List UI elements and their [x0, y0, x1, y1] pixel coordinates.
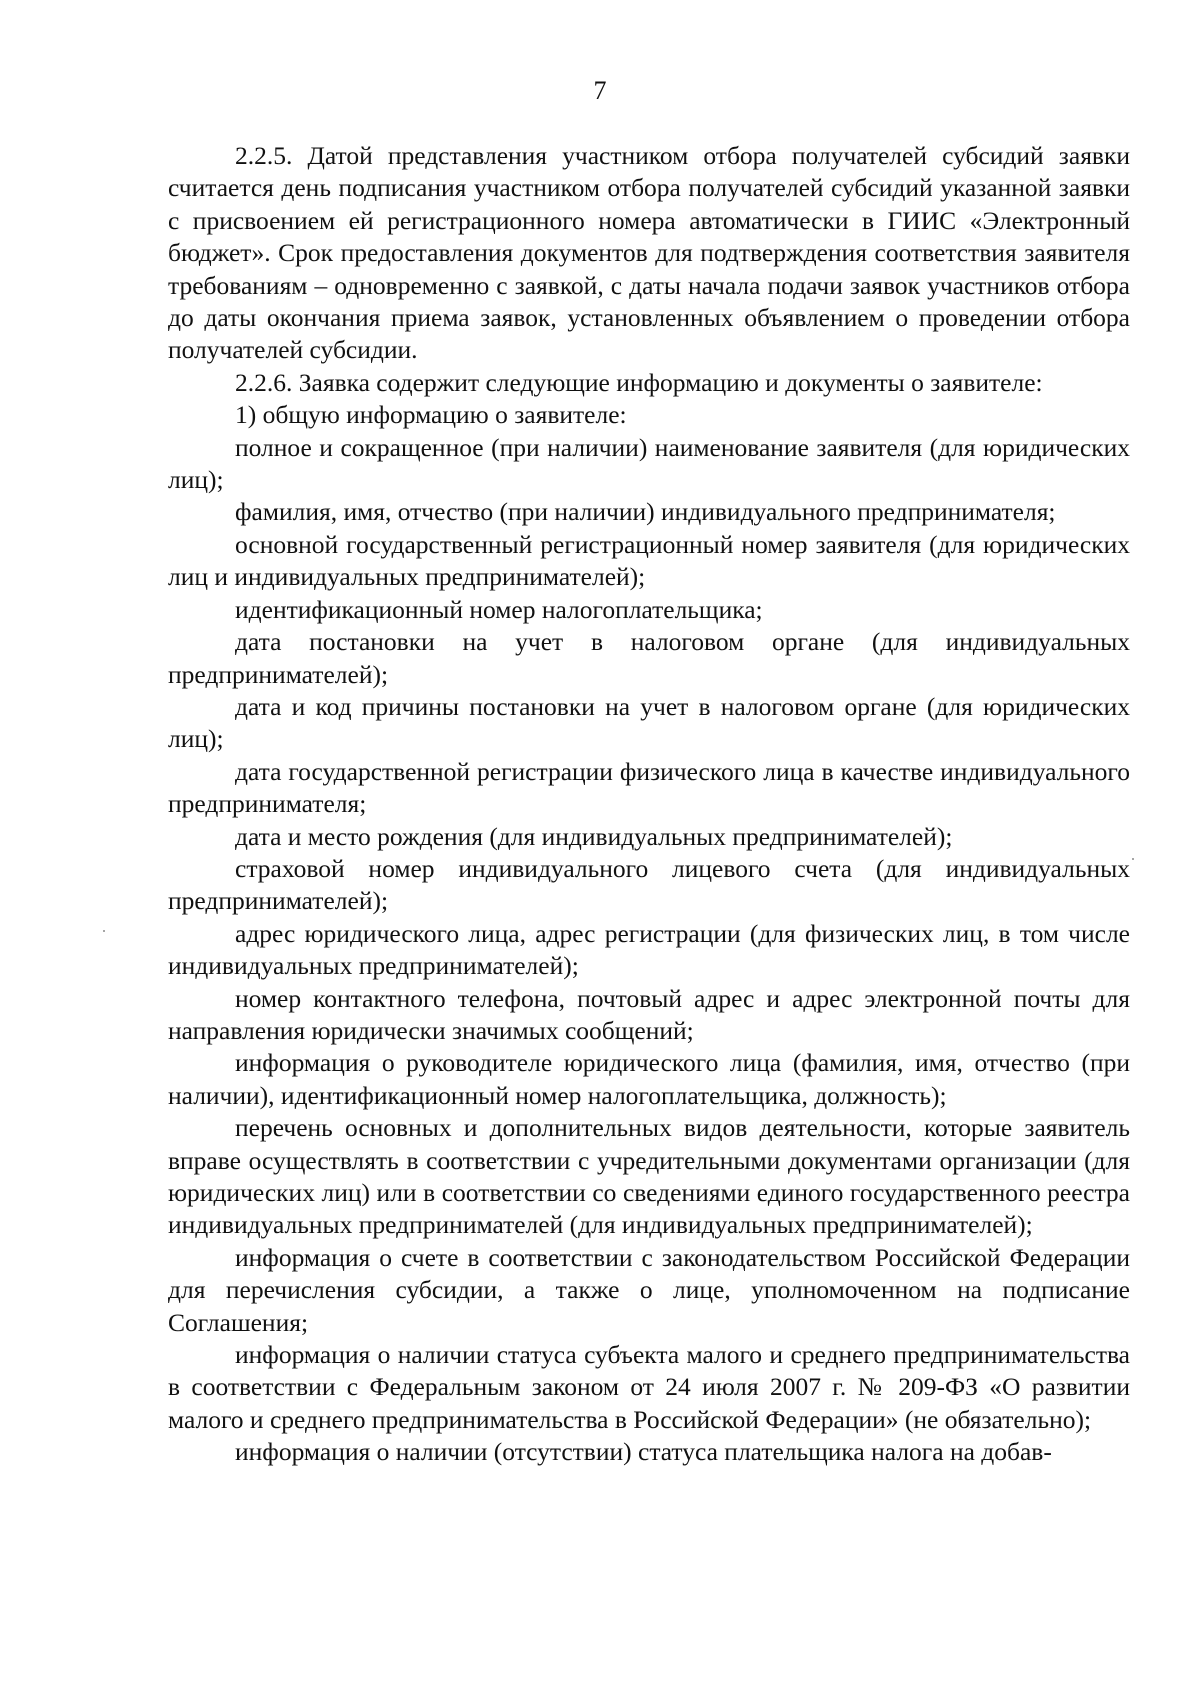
list-item: информация о счете в соответствии с законодательством Российской Федерации для перечисления субсидии, а также о лице, уполномоченном на подписание Соглашения; — [168, 1242, 1130, 1337]
paragraph-2-2-6: 2.2.6. Заявка содержит следующие информацию и документы о заявителе: — [235, 367, 1043, 397]
scan-speck — [103, 930, 105, 932]
list-item: информация о руководителе юридического лица (фамилия, имя, отчество (при наличии), идентификационный номер налогоплательщика, должность); — [168, 1048, 1130, 1110]
list-item: дата и код причины постановки на учет в налоговом органе (для юридических лиц); — [168, 691, 1130, 754]
list-item-general-info: 1) общую информацию о заявителе: — [235, 400, 627, 430]
page-number: 7 — [593, 76, 607, 105]
list-item: дата постановки на учет в налоговом органе (для индивидуальных предпринимателей); — [168, 627, 1130, 689]
list-item: дата государственной регистрации физического лица в качестве индивидуального предпринимателя; — [168, 756, 1130, 819]
list-item: информация о наличии (отсутствии) статуса плательщика налога на добав- — [235, 1437, 1052, 1467]
paragraph-2-2-5: 2.2.5. Датой представления участником отбора получателей субсидий заявки считается день подписания участником отбора получателей субсидий указанной заявки с присвоением ей регистрационного номера автоматически в ГИИС «Электронный бюджет». Срок предоставления документов для подтверждения соответствия заявителя требованиям – одновременно с заявкой, с даты начала подачи заявок участников отбора до даты окончания приема заявок, установленных объявлением о проведении отбора получателей субсидии. — [168, 141, 1130, 365]
list-item: идентификационный номер налогоплательщика; — [235, 594, 763, 624]
list-item: информация о наличии статуса субъекта малого и среднего предпринимательства в соответствии с Федеральным законом от 24 июля 2007 г. № 209-ФЗ «О развитии малого и среднего предпринимательства в Российской Федерации» (не обязательно); — [168, 1340, 1130, 1434]
document-body — [168, 140, 1130, 1469]
list-item: фамилия, имя, отчество (при наличии) индивидуального предпринимателя; — [235, 497, 1056, 527]
list-item: полное и сокращенное (при наличии) наименование заявителя (для юридических лиц); — [168, 432, 1130, 495]
scan-speck — [1132, 858, 1134, 860]
list-item: основной государственный регистрационный номер заявителя (для юридических лиц и индивидуальных предпринимателей); — [168, 529, 1130, 592]
list-item: дата и место рождения (для индивидуальных предпринимателей); — [235, 821, 953, 851]
list-item: номер контактного телефона, почтовый адрес и адрес электронной почты для направления юридически значимых сообщений; — [168, 983, 1130, 1045]
list-item: страховой номер индивидуального лицевого счета (для индивидуальных предпринимателей); — [168, 853, 1130, 916]
list-item: адрес юридического лица, адрес регистрации (для физических лиц, в том числе индивидуальных предпринимателей); — [168, 918, 1130, 981]
list-item: перечень основных и дополнительных видов деятельности, которые заявитель вправе осуществлять в соответствии с учредительными документами организации (для юридических лиц) или в соответствии со сведениями единого государственного реестра индивидуальных предпринимателей (для индивидуальных предпринимателей); — [168, 1113, 1130, 1240]
